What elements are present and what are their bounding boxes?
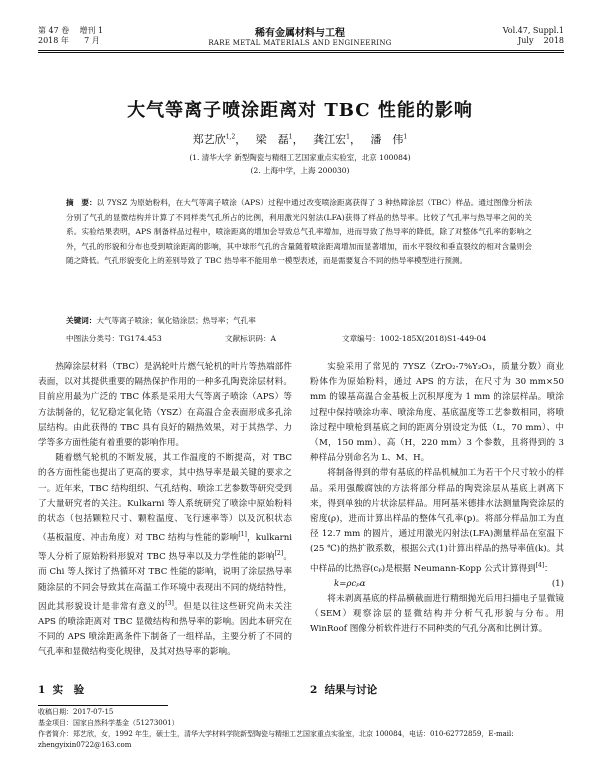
method-paragraph-3: 将未剥离基底的样品横截面进行精细抛光后用扫描电子显微镜（SEM）观察涂层的显微结构并分析气孔形貌与分布。用 WinRoof 图像分析软件进行不同种类的气孔分离和比例计算。 bbox=[310, 593, 564, 635]
issue: 增刊 1 bbox=[79, 26, 104, 35]
journal-name-cn: 稀有金属材料与工程 bbox=[255, 28, 345, 39]
keywords bbox=[66, 315, 532, 326]
section-1-heading: 1 实 验 bbox=[38, 684, 85, 696]
header-rule bbox=[38, 50, 564, 51]
author-1-affil: 1,2 bbox=[225, 133, 236, 141]
citation-2: [2] bbox=[274, 550, 284, 558]
author-list: 郑艺欣$^{1,2}$， 梁 磊$^1$， 龚江宏$^1$， 潘 伟$^1$ bbox=[192, 133, 408, 146]
author-1: 郑艺欣 bbox=[192, 133, 226, 146]
abstract-text: 以 7YSZ 为原始粉料，在大气等离子喷涂（APS）过程中通过改变喷涂距离获得了 3 种热障涂层（TBC）样品。通过图像分析法分别了气孔的显微结构并计算了不同样类气孔所占的比例，利用激光闪射法(LFA)获得了样品的热导率。比较了气孔率与热导率之间的关系。实验结果表明，APS 制备样品过程中，喷涂距离的增加会导致总气孔率增加，进而导致了热导率的降低，除了对整体气孔率的影响之外，气孔的形貌和分布也受到喷涂距离的影响，其中球形气孔的含量随着喷涂距离增加而显著增加，而水平裂纹和垂直裂纹的相对含量则会随之降低。气孔形貌变化上的差别导致了 TBC 热导率不能用单一模型表述，而是需要复合不同的热导率模型进行预测。 bbox=[66, 198, 532, 266]
received-date: 收稿日期：2017-07-15 bbox=[38, 708, 114, 716]
article-number: 文章编号：1002-185X(2018)S1-449-04 bbox=[342, 334, 487, 343]
affiliation-1: (1. 清华大学 新型陶瓷与精细工艺国家重点实验室，北京 100084) bbox=[189, 153, 411, 162]
author-3: 龚江宏 bbox=[313, 133, 347, 146]
intro-paragraph-1: 热障涂层材料（TBC）是涡轮叶片燃气轮机的叶片等热端部件表面，以对其提供重要的隔热保护作用的一种多孔陶瓷涂层材料。目前应用最为广泛的 TBC 体系是采用大气等离子喷涂（APS）等方法制备的，钇钇稳定氧化锆（YSZ）在高温合金表面形成多孔涂层结构。由此获得的 TBC 具有良好的隔热效果，对于其热学、力学等多方面性能有着重要的影响作用。 bbox=[38, 362, 292, 449]
author-2: 梁 磊 bbox=[255, 133, 289, 146]
section-2-heading: 2 结果与讨论 bbox=[310, 684, 378, 696]
left-column bbox=[38, 360, 292, 660]
abstract bbox=[66, 196, 532, 269]
document-code: 文献标识码：A bbox=[225, 334, 277, 343]
citation-1: [1] bbox=[238, 531, 247, 539]
author-4: 潘 伟 bbox=[370, 133, 404, 146]
author-4-affil: 1 bbox=[403, 133, 408, 141]
year: 2018 年 bbox=[38, 36, 69, 45]
citation-4: [4] bbox=[535, 561, 545, 569]
abstract-label: 摘 要： bbox=[66, 198, 97, 207]
author-2-affil: 1 bbox=[288, 133, 293, 141]
header-rule-thin bbox=[38, 52, 564, 53]
volume-en: Vol.47, Suppl.1 bbox=[502, 26, 564, 35]
paper-title: 大气等离子喷涂距离对 TBC 性能的影响 bbox=[127, 100, 473, 121]
footnote bbox=[38, 707, 564, 751]
keywords-text: 大气等离子喷涂；氧化锆涂层；热导率；气孔率 bbox=[96, 316, 256, 325]
keywords-label: 关键词： bbox=[66, 316, 97, 325]
fund-info: 基金项目：国家自然科学基金（51273001） bbox=[38, 719, 179, 727]
author-3-affil: 1 bbox=[346, 133, 350, 141]
affiliation-2: (2. 上海中学，上海 200030) bbox=[250, 166, 350, 175]
date-en: July 2018 bbox=[518, 36, 564, 45]
citation-3: [3] bbox=[165, 599, 174, 607]
footnote-rule bbox=[38, 705, 168, 706]
header-right bbox=[480, 26, 564, 46]
month: 7 月 bbox=[84, 36, 100, 45]
equation-number: (1) bbox=[551, 578, 564, 589]
method-paragraph-1: 实验采用了常见的 7YSZ（ZrO₂-7%Y₂O₃，质量分数）商业粉体作为原始粉料，通过 APS 的方法，在尺寸为 30 mm×50 mm 的镍基高温合金基板上沉积厚度为 1 mm 的涂层样品。喷涂过程中保持喷涂功率、喷涂角度、基底温度等工艺参数相同，将喷涂过程中喷枪到基底之间的距离分别设定为低（L，70 mm）、中（M，150 mm）、高（H，220 mm）3 个参数，且将得到的 3 种样品分别命名为 L、M、H。 bbox=[310, 362, 564, 464]
clc-number: 中图法分类号：TG174.453 bbox=[66, 334, 162, 343]
equation-1 bbox=[310, 577, 564, 592]
method-paragraph-2: 将制备得到的带有基底的样品机械加工为若干个尺寸较小的样品。采用强酸腐蚀的方法将部分样品的陶瓷涂层从基底上剥离下来，得到单独的片状涂层样品。用阿基米德排水法测量陶瓷涂层的密度(ρ)，进而计算出样品的整体气孔率(p)。将部分样品加工为直径 12.7 mm 的圆片，通过用激光闪射法(LFA)测量样品在室温下(25 ℃)的热扩散系数，根据公式(1)计算出样品的热导率值(k)。其中样品的比热容(cₚ)是根据 Neumann-Kopp 公式计算得到[4]： bbox=[310, 468, 564, 574]
volume: 第 47 卷 bbox=[38, 26, 70, 35]
equation-body: k=ρcₚα bbox=[334, 578, 366, 589]
journal-name-en: RARE METAL MATERIALS AND ENGINEERING bbox=[208, 39, 392, 47]
intro-paragraph-2: 随着燃气轮机的不断发展，其工作温度的不断提高，对 TBC 的各方面性能也提出了更高的要求，其中热导率是最关键的要求之一。近年来，TBC 结构组织、气孔结构、喷涂工艺参数等研究受到了大量研究者的关注。Kulkarni 等人系统研究了喷涂中原始粉料的状态（包括颗粒尺寸、颗粒温度、飞行速率等）以及沉积状态（基板温度、冲击角度）对 TBC 结构与性能的影响[1]，kulkarni 等人分析了原始粉料形貌对 TBC 热导率以及力学性能的影响[2]。而 Chi 等人探讨了热循环对 TBC 性能的影响，说明了涂层热导率随涂层的不同会导致其在高温工作环境中表现出不同的烧结特性，因此其形貌设计是非常有意义的[3]。但是以往这些研究尚未关注 APS 的喷涂距离对 TBC 显微结构和热导率的影响。因此本研究在不同的 APS 喷涂距离条件下制备了一组样品，主要分析了不同的气孔率和显微结构变化规律，及其对热导率的影响。 bbox=[38, 453, 292, 658]
author-bio: 作者简介：郑艺欣，女，1992 年生，硕士生，清华大学材料学院新型陶瓷与精细工艺国家重点实验室，北京 100084，电话：010-62772859，E-mail: zhengyixin0722@163.com bbox=[38, 730, 514, 749]
right-column bbox=[310, 360, 564, 637]
